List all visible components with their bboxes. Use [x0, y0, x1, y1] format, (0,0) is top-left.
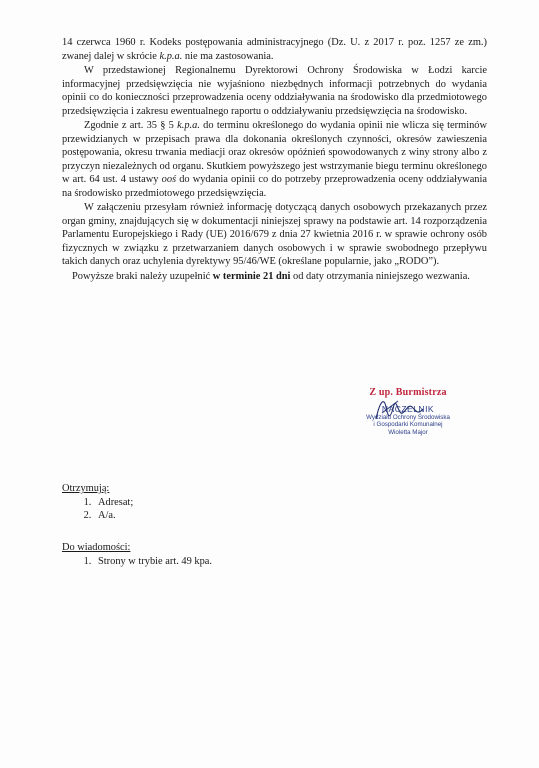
stamp-department-1: Wydziału Ochrony Środowiska: [366, 414, 450, 421]
paragraph-5: Powyższe braki należy uzupełnić w terminie 21 dni od daty otrzymania niniejszego wezwania.: [72, 270, 470, 282]
paragraph-3: Zgodnie z art. 35 § 5 k.p.a. do terminu określonego do wydania opinii nie wlicza się terminów przewidzianych w przepisach prawa dla dokonania określonych czynności, okresów zawieszenia postępowania, okresu trwania mediacji oraz okresów opóźnień spowodowanych z winy strony albo z przyczyn niezależnych od organu. Skutkiem powyższego jest wstrzymanie biegu terminu określonego w art. 64 ust. 4 ustawy ooś do wydania opinii co do potrzeby przeprowadzenia oceny oddziaływania na środowisko przedmiotowego przedsięwzięcia.: [62, 120, 488, 199]
list-item: 2. A/a.: [94, 509, 133, 523]
cc-section: [62, 541, 212, 568]
cc-list: [62, 555, 212, 569]
list-item: 1. Adresat;: [94, 496, 133, 510]
stamp-department-2: i Gospodarki Komunalnej: [373, 421, 443, 429]
paragraph-1: 14 czerwca 1960 r. Kodeks postępowania administracyjnego (Dz. U. z 2017 r. poz. 1257 ze zm.) zwanej dalej w skrócie k.p.a. nie ma zastosowania.: [62, 37, 487, 62]
recipients-heading: Otrzymują:: [62, 483, 110, 494]
stamp-authority: Z up. Burmistrza: [369, 387, 447, 398]
cc-heading: Do wiadomości:: [62, 542, 131, 553]
recipients-section: [62, 482, 133, 523]
stamp-name: Wioletta Major: [388, 428, 428, 436]
handwritten-signature: [368, 393, 428, 427]
recipients-list: [62, 496, 133, 523]
list-item: 1. Strony w trybie art. 49 kpa.: [94, 555, 212, 569]
stamp-title: NACZELNIK: [381, 404, 435, 414]
paragraph-4: W załączeniu przesyłam również informację dotyczącą danych osobowych przekazanych przez organ gminy, znajdujących się w dokumentacji niniejszej sprawy na podstawie art. 14 rozporządzenia Parlamentu Europejskiego i Rady (UE) 2016/679 z dnia 27 kwietnia 2016 r. w sprawie ochrony osób fizycznych w związku z przetwarzaniem danych osobowych i w sprawie swobodnego przepływu takich danych oraz uchylenia dyrektywy 95/46/WE (określane popularnie, jako „RODO”).: [62, 202, 487, 267]
letter-body: [62, 36, 487, 283]
paragraph-2: W przedstawionej Regionalnemu Dyrektorowi Ochrony Środowiska w Łodzi karcie informacyjnej przedsięwzięcia nie wyjaśniono niezbędnych informacji potrzebnych do wydania opinii co do konieczności przeprowadzenia oceny oddziaływania na środowisko dla przedmiotowego przedsięwzięcia i zakresu ewentualnego raportu o oddziaływaniu przedsięwzięcia na środowisko.: [62, 65, 487, 117]
